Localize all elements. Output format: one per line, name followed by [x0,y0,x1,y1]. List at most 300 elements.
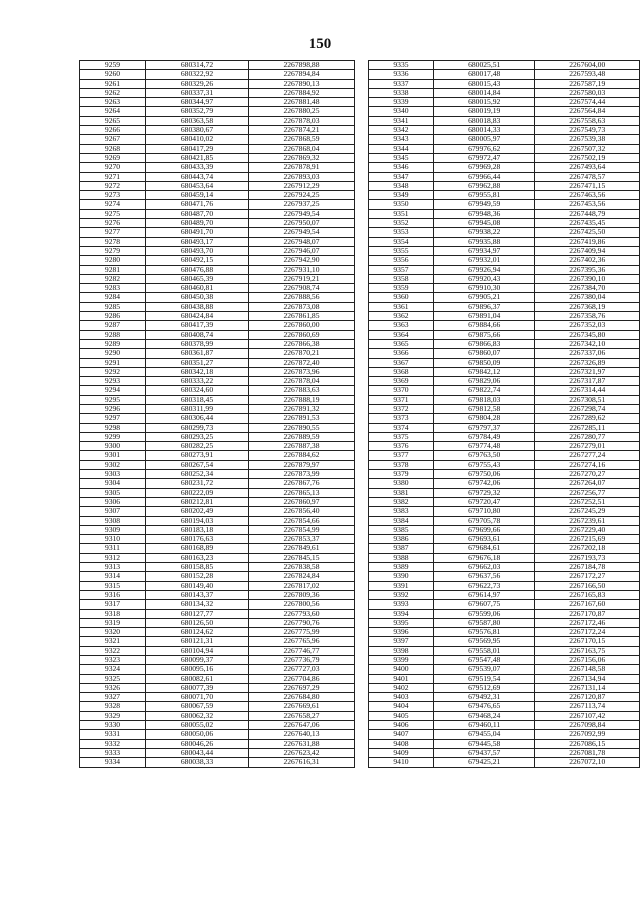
y-coordinate-cell: 2267873,96 [249,367,355,376]
table-row [80,144,355,153]
table-row [369,470,640,479]
point-number-cell: 9267 [80,135,146,144]
point-number-cell: 9345 [369,153,434,162]
table-row [80,61,355,70]
table-row [369,200,640,209]
y-coordinate-cell: 2267493,64 [535,163,640,172]
point-number-cell: 9371 [369,395,434,404]
table-row [369,386,640,395]
x-coordinate-cell: 680183,18 [146,525,249,534]
y-coordinate-cell: 2267867,76 [249,479,355,488]
x-coordinate-cell: 679822,74 [433,386,535,395]
x-coordinate-cell: 680361,87 [146,349,249,358]
x-coordinate-cell: 679693,61 [433,535,535,544]
x-coordinate-cell: 679945,08 [433,219,535,228]
x-coordinate-cell: 679875,66 [433,330,535,339]
y-coordinate-cell: 2267245,29 [535,507,640,516]
x-coordinate-cell: 679547,48 [433,656,535,665]
table-row [369,711,640,720]
y-coordinate-cell: 2267081,78 [535,748,640,757]
x-coordinate-cell: 680417,39 [146,321,249,330]
y-coordinate-cell: 2267870,21 [249,349,355,358]
point-number-cell: 9353 [369,228,434,237]
point-number-cell: 9312 [80,553,146,562]
point-number-cell: 9402 [369,683,434,692]
y-coordinate-cell: 2267623,42 [249,748,355,757]
table-row [369,618,640,627]
x-coordinate-cell: 679676,18 [433,553,535,562]
x-coordinate-cell: 680099,37 [146,656,249,665]
point-number-cell: 9321 [80,637,146,646]
table-row [80,339,355,348]
table-row [80,758,355,767]
y-coordinate-cell: 2267854,99 [249,525,355,534]
point-number-cell: 9300 [80,442,146,451]
table-row [80,386,355,395]
table-row [369,702,640,711]
table-row [80,609,355,618]
table-row [369,693,640,702]
x-coordinate-cell: 680424,84 [146,312,249,321]
point-number-cell: 9285 [80,302,146,311]
y-coordinate-cell: 2267888,56 [249,293,355,302]
y-coordinate-cell: 2267868,04 [249,144,355,153]
x-coordinate-cell: 679437,57 [433,748,535,757]
table-row [369,153,640,162]
table-row [369,293,640,302]
table-row [369,246,640,255]
y-coordinate-cell: 2267193,73 [535,553,640,562]
point-number-cell: 9307 [80,507,146,516]
y-coordinate-cell: 2267092,99 [535,730,640,739]
y-coordinate-cell: 2267765,96 [249,637,355,646]
x-coordinate-cell: 679896,37 [433,302,535,311]
table-row [369,367,640,376]
point-number-cell: 9263 [80,98,146,107]
x-coordinate-cell: 679966,44 [433,172,535,181]
y-coordinate-cell: 2267790,76 [249,618,355,627]
table-row [80,246,355,255]
table-row [80,674,355,683]
point-number-cell: 9282 [80,274,146,283]
x-coordinate-cell: 680071,70 [146,693,249,702]
x-coordinate-cell: 679905,21 [433,293,535,302]
x-coordinate-cell: 680491,70 [146,228,249,237]
y-coordinate-cell: 2267849,61 [249,544,355,553]
point-number-cell: 9409 [369,748,434,757]
point-number-cell: 9403 [369,693,434,702]
point-number-cell: 9370 [369,386,434,395]
point-number-cell: 9313 [80,563,146,572]
x-coordinate-cell: 680342,18 [146,367,249,376]
x-coordinate-cell: 680337,31 [146,88,249,97]
table-row [369,572,640,581]
y-coordinate-cell: 2267616,31 [249,758,355,767]
x-coordinate-cell: 680055,02 [146,721,249,730]
point-number-cell: 9363 [369,321,434,330]
table-row [369,302,640,311]
x-coordinate-cell: 679763,50 [433,451,535,460]
point-number-cell: 9283 [80,284,146,293]
point-number-cell: 9410 [369,758,434,767]
x-coordinate-cell: 680378,99 [146,339,249,348]
point-number-cell: 9355 [369,246,434,255]
table-row [369,135,640,144]
table-row [369,414,640,423]
y-coordinate-cell: 2267107,42 [535,711,640,720]
point-number-cell: 9327 [80,693,146,702]
table-row [369,237,640,246]
table-row [369,209,640,218]
y-coordinate-cell: 2267890,13 [249,79,355,88]
table-row [369,442,640,451]
y-coordinate-cell: 2267838,58 [249,563,355,572]
point-number-cell: 9278 [80,237,146,246]
x-coordinate-cell: 680273,91 [146,451,249,460]
point-number-cell: 9377 [369,451,434,460]
y-coordinate-cell: 2267697,29 [249,683,355,692]
point-number-cell: 9270 [80,163,146,172]
point-number-cell: 9324 [80,665,146,674]
point-number-cell: 9364 [369,330,434,339]
point-number-cell: 9344 [369,144,434,153]
y-coordinate-cell: 2267425,50 [535,228,640,237]
point-number-cell: 9329 [80,711,146,720]
y-coordinate-cell: 2267256,77 [535,488,640,497]
y-coordinate-cell: 2267931,10 [249,265,355,274]
table-row [369,321,640,330]
y-coordinate-cell: 2267072,10 [535,758,640,767]
point-number-cell: 9304 [80,479,146,488]
table-row [369,748,640,757]
point-number-cell: 9340 [369,107,434,116]
table-row [369,609,640,618]
x-coordinate-cell: 679818,03 [433,395,535,404]
point-number-cell: 9399 [369,656,434,665]
table-row [369,274,640,283]
x-coordinate-cell: 679460,11 [433,721,535,730]
table-row [80,423,355,432]
table-row [369,163,640,172]
point-number-cell: 9271 [80,172,146,181]
y-coordinate-cell: 2267946,07 [249,246,355,255]
y-coordinate-cell: 2267326,89 [535,358,640,367]
y-coordinate-cell: 2267869,32 [249,153,355,162]
x-coordinate-cell: 679539,07 [433,665,535,674]
point-number-cell: 9273 [80,191,146,200]
x-coordinate-cell: 679938,22 [433,228,535,237]
point-number-cell: 9369 [369,377,434,386]
y-coordinate-cell: 2267937,25 [249,200,355,209]
x-coordinate-cell: 680176,63 [146,535,249,544]
x-coordinate-cell: 680124,62 [146,628,249,637]
x-coordinate-cell: 680408,74 [146,330,249,339]
table-row [369,656,640,665]
x-coordinate-cell: 679599,06 [433,609,535,618]
table-row [369,581,640,590]
table-row [369,126,640,135]
y-coordinate-cell: 2267775,99 [249,628,355,637]
x-coordinate-cell: 680333,22 [146,377,249,386]
y-coordinate-cell: 2267358,76 [535,312,640,321]
y-coordinate-cell: 2267948,07 [249,237,355,246]
x-coordinate-cell: 679755,43 [433,460,535,469]
table-row [369,228,640,237]
point-number-cell: 9336 [369,70,434,79]
x-coordinate-cell: 679614,97 [433,590,535,599]
point-number-cell: 9391 [369,581,434,590]
x-coordinate-cell: 680460,81 [146,284,249,293]
x-coordinate-cell: 679910,30 [433,284,535,293]
y-coordinate-cell: 2267342,10 [535,339,640,348]
table-row [369,432,640,441]
table-row [369,544,640,553]
table-row [80,748,355,757]
table-row [369,191,640,200]
page-number: 150 [308,36,332,52]
table-row [369,637,640,646]
y-coordinate-cell: 2267868,59 [249,135,355,144]
point-number-cell: 9348 [369,181,434,190]
point-number-cell: 9342 [369,126,434,135]
x-coordinate-cell: 679949,59 [433,200,535,209]
x-coordinate-cell: 679935,88 [433,237,535,246]
y-coordinate-cell: 2267912,29 [249,181,355,190]
table-row [80,321,355,330]
y-coordinate-cell: 2267453,56 [535,200,640,209]
x-coordinate-cell: 680005,97 [433,135,535,144]
y-coordinate-cell: 2267883,63 [249,386,355,395]
point-number-cell: 9385 [369,525,434,534]
point-number-cell: 9292 [80,367,146,376]
x-coordinate-cell: 680476,88 [146,265,249,274]
y-coordinate-cell: 2267156,06 [535,656,640,665]
table-row [80,228,355,237]
table-row [80,191,355,200]
y-coordinate-cell: 2267549,73 [535,126,640,135]
y-coordinate-cell: 2267280,77 [535,432,640,441]
point-number-cell: 9272 [80,181,146,190]
table-row [369,553,640,562]
coordinates-table-right [368,60,640,768]
y-coordinate-cell: 2267872,40 [249,358,355,367]
table-row [80,70,355,79]
y-coordinate-cell: 2267881,48 [249,98,355,107]
point-number-cell: 9343 [369,135,434,144]
x-coordinate-cell: 679955,81 [433,191,535,200]
table-row [369,79,640,88]
table-row [369,88,640,97]
x-coordinate-cell: 679710,80 [433,507,535,516]
y-coordinate-cell: 2267239,61 [535,516,640,525]
x-coordinate-cell: 680322,92 [146,70,249,79]
point-number-cell: 9397 [369,637,434,646]
x-coordinate-cell: 680459,14 [146,191,249,200]
y-coordinate-cell: 2267949,54 [249,209,355,218]
table-row [80,656,355,665]
table-row [369,219,640,228]
x-coordinate-cell: 680487,70 [146,209,249,218]
x-coordinate-cell: 680158,85 [146,563,249,572]
point-number-cell: 9347 [369,172,434,181]
table-row [80,730,355,739]
table-row [369,507,640,516]
y-coordinate-cell: 2267800,56 [249,600,355,609]
x-coordinate-cell: 680127,77 [146,609,249,618]
point-number-cell: 9354 [369,237,434,246]
table-row [369,61,640,70]
x-coordinate-cell: 679425,21 [433,758,535,767]
table-row [80,739,355,748]
point-number-cell: 9372 [369,404,434,413]
x-coordinate-cell: 680082,61 [146,674,249,683]
point-number-cell: 9316 [80,590,146,599]
point-number-cell: 9352 [369,219,434,228]
y-coordinate-cell: 2267924,25 [249,191,355,200]
point-number-cell: 9319 [80,618,146,627]
table-row [369,404,640,413]
y-coordinate-cell: 2267507,32 [535,144,640,153]
x-coordinate-cell: 680352,79 [146,107,249,116]
x-coordinate-cell: 680126,50 [146,618,249,627]
y-coordinate-cell: 2267409,94 [535,246,640,255]
point-number-cell: 9379 [369,470,434,479]
x-coordinate-cell: 680046,26 [146,739,249,748]
x-coordinate-cell: 680306,44 [146,414,249,423]
point-number-cell: 9281 [80,265,146,274]
table-row [369,70,640,79]
x-coordinate-cell: 680095,16 [146,665,249,674]
point-number-cell: 9298 [80,423,146,432]
table-row [369,181,640,190]
x-coordinate-cell: 679829,06 [433,377,535,386]
point-number-cell: 9262 [80,88,146,97]
point-number-cell: 9311 [80,544,146,553]
x-coordinate-cell: 679729,32 [433,488,535,497]
point-number-cell: 9404 [369,702,434,711]
table-row [80,153,355,162]
point-number-cell: 9390 [369,572,434,581]
x-coordinate-cell: 680363,58 [146,116,249,125]
table-row [80,88,355,97]
y-coordinate-cell: 2267891,32 [249,404,355,413]
y-coordinate-cell: 2267277,24 [535,451,640,460]
y-coordinate-cell: 2267898,88 [249,61,355,70]
point-number-cell: 9305 [80,488,146,497]
point-number-cell: 9276 [80,219,146,228]
table-row [369,358,640,367]
y-coordinate-cell: 2267113,74 [535,702,640,711]
point-number-cell: 9318 [80,609,146,618]
point-number-cell: 9335 [369,61,434,70]
x-coordinate-cell: 679519,54 [433,674,535,683]
point-number-cell: 9356 [369,256,434,265]
y-coordinate-cell: 2267478,57 [535,172,640,181]
x-coordinate-cell: 679866,83 [433,339,535,348]
y-coordinate-cell: 2267215,69 [535,535,640,544]
y-coordinate-cell: 2267658,27 [249,711,355,720]
table-row [369,460,640,469]
table-row [369,674,640,683]
x-coordinate-cell: 680493,70 [146,246,249,255]
point-number-cell: 9287 [80,321,146,330]
y-coordinate-cell: 2267448,79 [535,209,640,218]
point-number-cell: 9396 [369,628,434,637]
x-coordinate-cell: 679684,61 [433,544,535,553]
point-number-cell: 9260 [80,70,146,79]
y-coordinate-cell: 2267860,97 [249,497,355,506]
y-coordinate-cell: 2267587,19 [535,79,640,88]
x-coordinate-cell: 679932,01 [433,256,535,265]
x-coordinate-cell: 680043,44 [146,748,249,757]
x-coordinate-cell: 679774,48 [433,442,535,451]
table-row [80,618,355,627]
point-number-cell: 9315 [80,581,146,590]
y-coordinate-cell: 2267435,45 [535,219,640,228]
point-number-cell: 9295 [80,395,146,404]
point-number-cell: 9394 [369,609,434,618]
point-number-cell: 9388 [369,553,434,562]
y-coordinate-cell: 2267647,06 [249,721,355,730]
x-coordinate-cell: 679445,58 [433,739,535,748]
table-row [80,172,355,181]
point-number-cell: 9366 [369,349,434,358]
x-coordinate-cell: 679920,43 [433,274,535,283]
x-coordinate-cell: 679587,80 [433,618,535,627]
table-row [80,237,355,246]
y-coordinate-cell: 2267172,46 [535,618,640,627]
point-number-cell: 9269 [80,153,146,162]
x-coordinate-cell: 680318,45 [146,395,249,404]
y-coordinate-cell: 2267684,80 [249,693,355,702]
point-number-cell: 9373 [369,414,434,423]
y-coordinate-cell: 2267727,03 [249,665,355,674]
x-coordinate-cell: 680067,59 [146,702,249,711]
x-coordinate-cell: 680018,83 [433,116,535,125]
table-row [80,702,355,711]
y-coordinate-cell: 2267380,04 [535,293,640,302]
x-coordinate-cell: 679569,95 [433,637,535,646]
point-number-cell: 9306 [80,497,146,506]
table-row [369,730,640,739]
point-number-cell: 9288 [80,330,146,339]
table-row [369,721,640,730]
y-coordinate-cell: 2267352,03 [535,321,640,330]
table-row [369,628,640,637]
table-row [80,637,355,646]
table-row [369,312,640,321]
table-row [369,330,640,339]
x-coordinate-cell: 680014,84 [433,88,535,97]
point-number-cell: 9284 [80,293,146,302]
y-coordinate-cell: 2267314,44 [535,386,640,395]
y-coordinate-cell: 2267120,87 [535,693,640,702]
x-coordinate-cell: 680293,25 [146,432,249,441]
table-row [369,758,640,767]
x-coordinate-cell: 680025,51 [433,61,535,70]
point-number-cell: 9351 [369,209,434,218]
x-coordinate-cell: 679804,28 [433,414,535,423]
y-coordinate-cell: 2267502,19 [535,153,640,162]
point-number-cell: 9341 [369,116,434,125]
point-number-cell: 9279 [80,246,146,255]
x-coordinate-cell: 680014,33 [433,126,535,135]
y-coordinate-cell: 2267337,06 [535,349,640,358]
table-row [369,339,640,348]
y-coordinate-cell: 2267890,55 [249,423,355,432]
x-coordinate-cell: 680433,39 [146,163,249,172]
point-number-cell: 9362 [369,312,434,321]
